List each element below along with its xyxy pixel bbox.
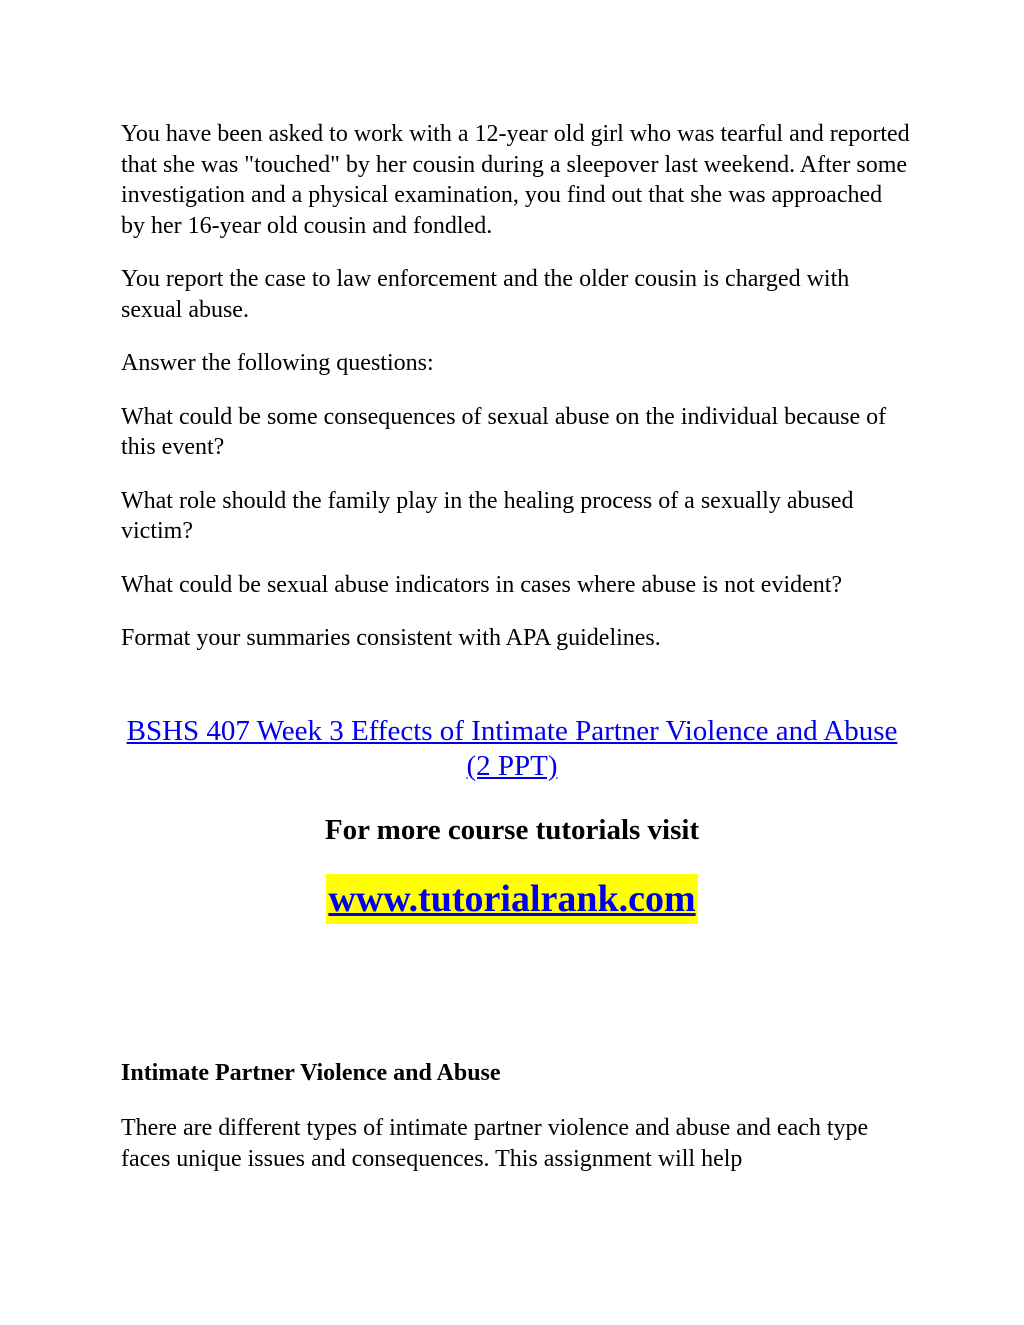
question-2: What role should the family play in the healing process of a sexually abused victim? [121,487,854,544]
section-paragraph: There are different types of intimate partner violence and abuse and each type faces unique issues and consequences. This assignment will help [121,1115,869,1172]
format-paragraph: Format your summaries consistent with APA guidelines. [121,625,661,651]
report-paragraph: You report the case to law enforcement and the older cousin is charged with sexual abuse. [121,266,850,323]
question-3: What could be sexual abuse indicators in cases where abuse is not evident? [121,571,843,598]
course-link[interactable]: BSHS 407 Week 3 Effects of Intimate Partner Violence and Abuse (2 PPT) [126,715,898,782]
question-text-block [121,119,911,654]
site-link[interactable]: www.tutorialrank.com [326,874,697,924]
section-heading: Intimate Partner Violence and Abuse [121,1060,501,1086]
course-link-container [121,714,903,784]
instructions-paragraph: Answer the following questions: [121,350,434,376]
site-link-container [121,874,903,924]
visit-heading: For more course tutorials visit [324,814,700,846]
question-1: What could be some consequences of sexual abuse on the individual because of this event? [121,403,887,460]
scenario-paragraph: You have been asked to work with a 12-year old girl who was tearful and reported that she was "touched" by her cousin during a sleepover last weekend. After some investigation and a physical examination, you find out that she was approached by her 16-year old cousin and fondled. [121,121,910,239]
